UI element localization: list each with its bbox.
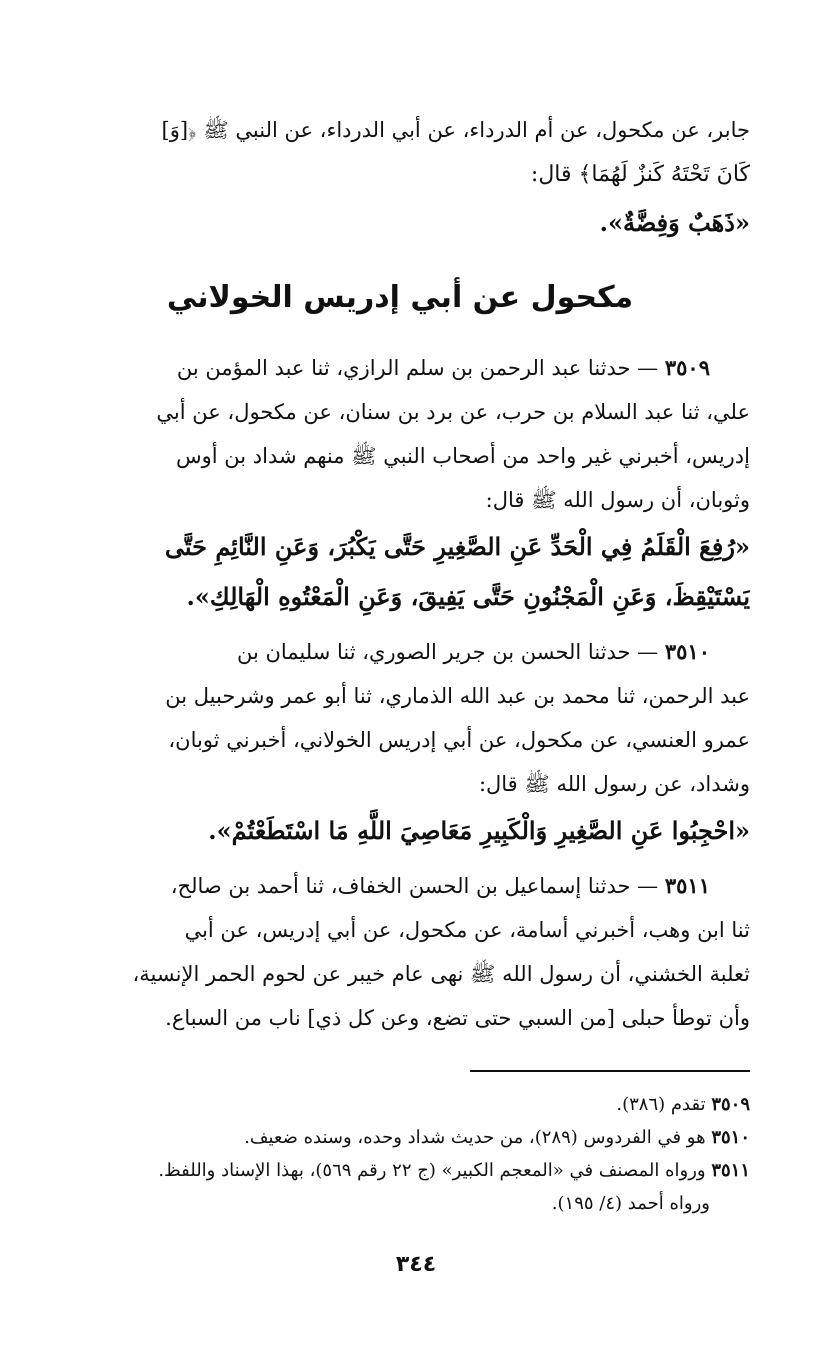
footnote-3511 bbox=[50, 1154, 750, 1187]
hadith-quote-line: «رُفِعَ الْقَلَمُ فِي الْحَدِّ عَنِ الصَّغِيرِ حَتَّى يَكْبُرَ، وَعَنِ النَّائِمِ حَتَّى bbox=[164, 532, 750, 561]
intro-line-1: جابر، عن مكحول، عن أم الدرداء، عن أبي الدرداء، عن النبي ﷺ ﴿[وَ] bbox=[161, 118, 750, 142]
entry-line: وشداد، عن رسول الله ﷺ قال: bbox=[478, 772, 750, 796]
entry-text: — حدثنا الحسن بن جرير الصوري، ثنا سليمان بن bbox=[236, 640, 659, 664]
footnote-text: ورواه المصنف في «المعجم الكبير» (ج ٢٢ رقم ٥٦٩)، بهذا الإسناد واللفظ. bbox=[158, 1160, 706, 1181]
footnote-text: تقدم (٣٨٦). bbox=[616, 1094, 706, 1115]
entry-first-line bbox=[50, 630, 750, 674]
section-heading: مكحول عن أبي إدريس الخولاني bbox=[166, 280, 634, 315]
entry-line: ثعلبة الخشني، أن رسول الله ﷺ نهى عام خيبر عن لحوم الحمر الإنسية، bbox=[132, 962, 750, 986]
entry-text: — حدثنا إسماعيل بن الحسن الخفاف، ثنا أحمد بن صالح، bbox=[170, 874, 659, 898]
hadith-entry-3510 bbox=[50, 630, 750, 856]
entry-line: عبد الرحمن، ثنا محمد بن عبد الله الذماري، ثنا أبو عمر وشرحبيل بن bbox=[165, 684, 750, 708]
entry-number: ٣٥١٠ bbox=[664, 639, 710, 664]
entry-text: — حدثنا عبد الرحمن بن سلم الرازي، ثنا عبد المؤمن بن bbox=[176, 356, 659, 380]
entry-line: علي، ثنا عبد السلام بن حرب، عن برد بن سنان، عن مكحول، عن أبي bbox=[156, 400, 750, 424]
footnote-text: هو في الفردوس (٢٨٩)، من حديث شداد وحده، وسنده ضعيف. bbox=[244, 1127, 706, 1148]
intro-line-2: كَانَ تَحْتَهُ كَنزٌ لَهُمَا﴾ قال: bbox=[530, 162, 750, 187]
page-body bbox=[50, 108, 750, 1040]
hadith-quote-line: يَسْتَيْقِظَ، وَعَنِ الْمَجْنُونِ حَتَّى يَفِيقَ، وَعَنِ الْمَعْتُوهِ الْهَالِكِ». bbox=[186, 582, 750, 611]
entry-number: ٣٥١١ bbox=[664, 873, 710, 898]
footnote-number: ٣٥٠٩ bbox=[711, 1094, 750, 1115]
entry-line: وثوبان، أن رسول الله ﷺ قال: bbox=[485, 488, 750, 512]
hadith-entry-3511 bbox=[50, 864, 750, 1040]
entry-first-line bbox=[50, 864, 750, 908]
entry-line: إدريس، أخبرني غير واحد من أصحاب النبي ﷺ منهم شداد بن أوس bbox=[175, 444, 750, 468]
footnote-divider bbox=[470, 1070, 750, 1072]
footnote-number: ٣٥١١ bbox=[711, 1160, 750, 1181]
footnote-3511-continued: ورواه أحمد (٤/ ١٩٥). bbox=[551, 1193, 710, 1214]
footnotes bbox=[50, 1088, 750, 1220]
footnote-number: ٣٥١٠ bbox=[711, 1127, 750, 1148]
page-number: ٣٤٤ bbox=[395, 1252, 437, 1277]
hadith-entry-3509 bbox=[50, 346, 750, 622]
entry-line: ثنا ابن وهب، أخبرني أسامة، عن مكحول، عن أبي إدريس، عن أبي bbox=[184, 918, 750, 942]
hadith-quote-line: «احْجِبُوا عَنِ الصَّغِيرِ وَالْكَبِيرِ مَعَاصِيَ اللَّهِ مَا اسْتَطَعْتُمْ». bbox=[208, 816, 750, 845]
entry-line: وأن توطأ حبلى [من السبي حتى تضع، وعن كل ذي] ناب من السباع. bbox=[165, 1006, 750, 1030]
intro-quote: «ذَهَبٌ وَفِضَّةٌ». bbox=[599, 208, 750, 237]
entry-first-line bbox=[50, 346, 750, 390]
footnote-3510 bbox=[50, 1121, 750, 1154]
footnote-3509 bbox=[50, 1088, 750, 1121]
entry-line: عمرو العنسي، عن مكحول، عن أبي إدريس الخولاني، أخبرني ثوبان، bbox=[168, 728, 750, 752]
entry-number: ٣٥٠٩ bbox=[664, 355, 710, 380]
